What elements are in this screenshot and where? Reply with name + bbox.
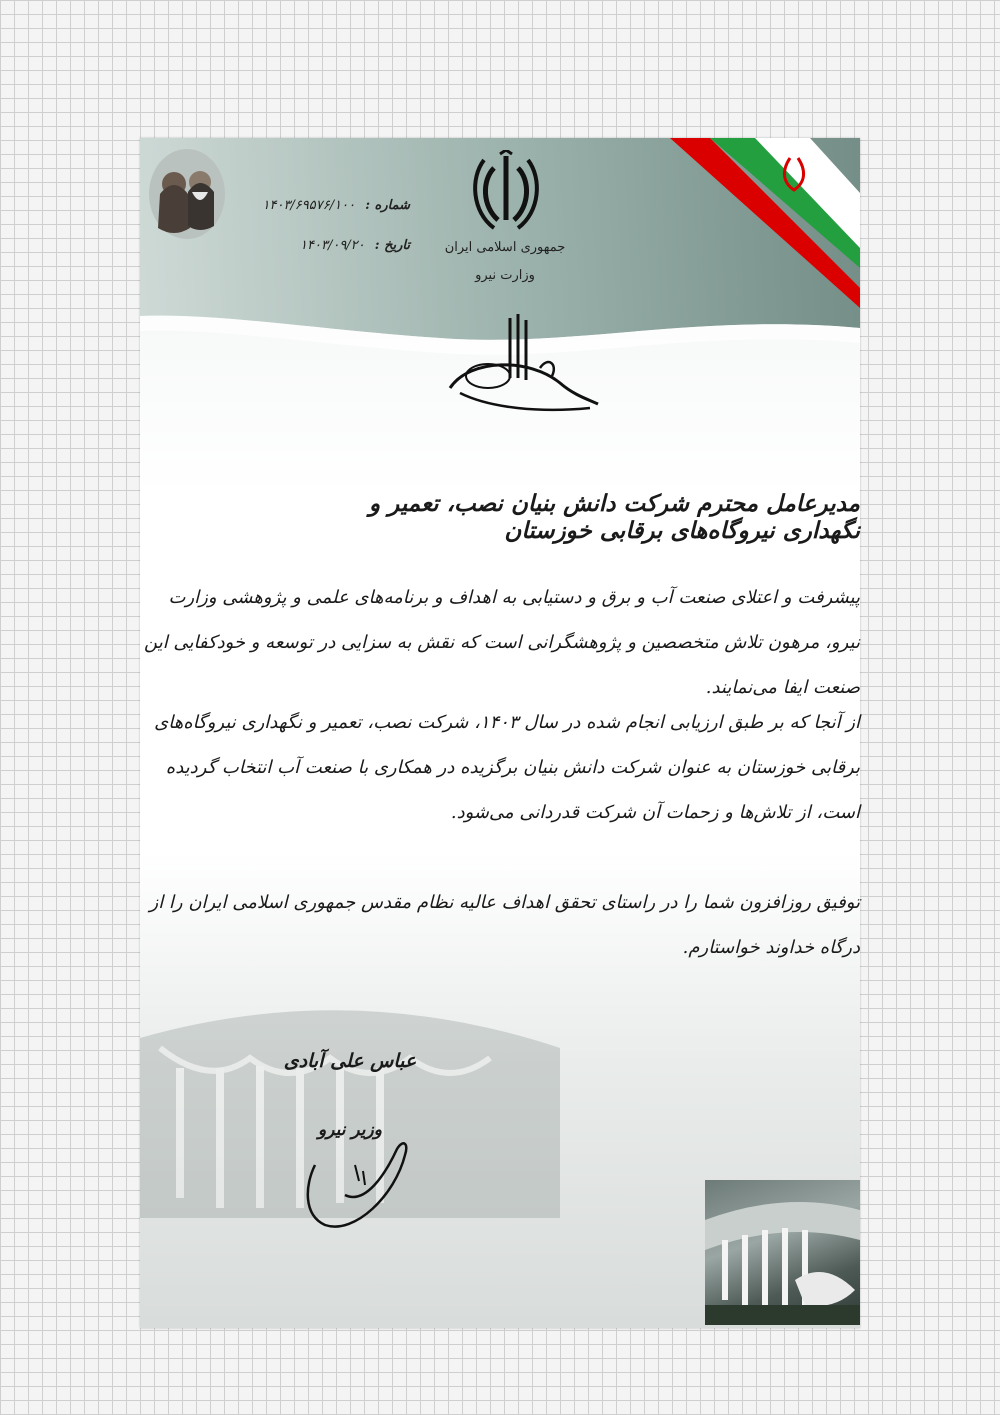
date-value: ۱۴۰۳/۰۹/۲۰ [300, 238, 365, 253]
country-name: جمهوری اسلامی ایران [444, 240, 566, 255]
leaders-portrait [148, 148, 226, 240]
iran-emblem-icon [468, 150, 544, 240]
handwritten-signature-icon [285, 1125, 445, 1235]
basmala-calligraphy-icon [440, 308, 600, 418]
letter-date [250, 238, 410, 253]
recipient-line: مدیرعامل محترم شرکت دانش بنیان نصب، تعمیر و نگهداری نیروگاه‌های برقابی خوزستان [369, 490, 860, 544]
number-label: شماره : [365, 198, 410, 213]
dam-photo-illustration [705, 1180, 860, 1325]
ministry-name: وزارت نیرو [475, 268, 535, 283]
signer-title: وزیر نیرو [318, 1120, 382, 1140]
number-value: ۱۴۰۳/۶۹۵۷۶/۱۰۰ [262, 198, 356, 213]
letter-number [250, 198, 410, 213]
date-label: تاریخ : [374, 238, 410, 253]
dam-photo [705, 1180, 860, 1325]
iran-flag-icon [670, 138, 860, 308]
signer-name: عباس علی آبادی [283, 1050, 417, 1072]
paragraph-3: توفیق روزافزون شما را در راستای تحقق اهداف عالیه نظام مقدس جمهوری اسلامی ایران را از درگاه خداوند خواستارم. [149, 892, 860, 958]
paragraph-1: پیشرفت و اعتلای صنعت آب و برق و دستیابی به اهداف و برنامه‌های علمی و پژوهشی وزارت نیرو، مرهون تلاش متخصصین و پژوهشگرانی است که نقش به سزایی در توسعه و خودکفایی این صنعت ایفا می‌نمایند. [144, 587, 860, 698]
paragraph-2: از آنجا که بر طبق ارزیابی انجام شده در سال ۱۴۰۳، شرکت نصب، تعمیر و نگهداری نیروگاه‌های برقابی خوزستان به عنوان شرکت دانش بنیان برگزیده در همکاری با صنعت آب انتخاب گردیده است، از تلاش‌ها و زحمات آن شرکت قدردانی می‌شود. [154, 712, 860, 823]
